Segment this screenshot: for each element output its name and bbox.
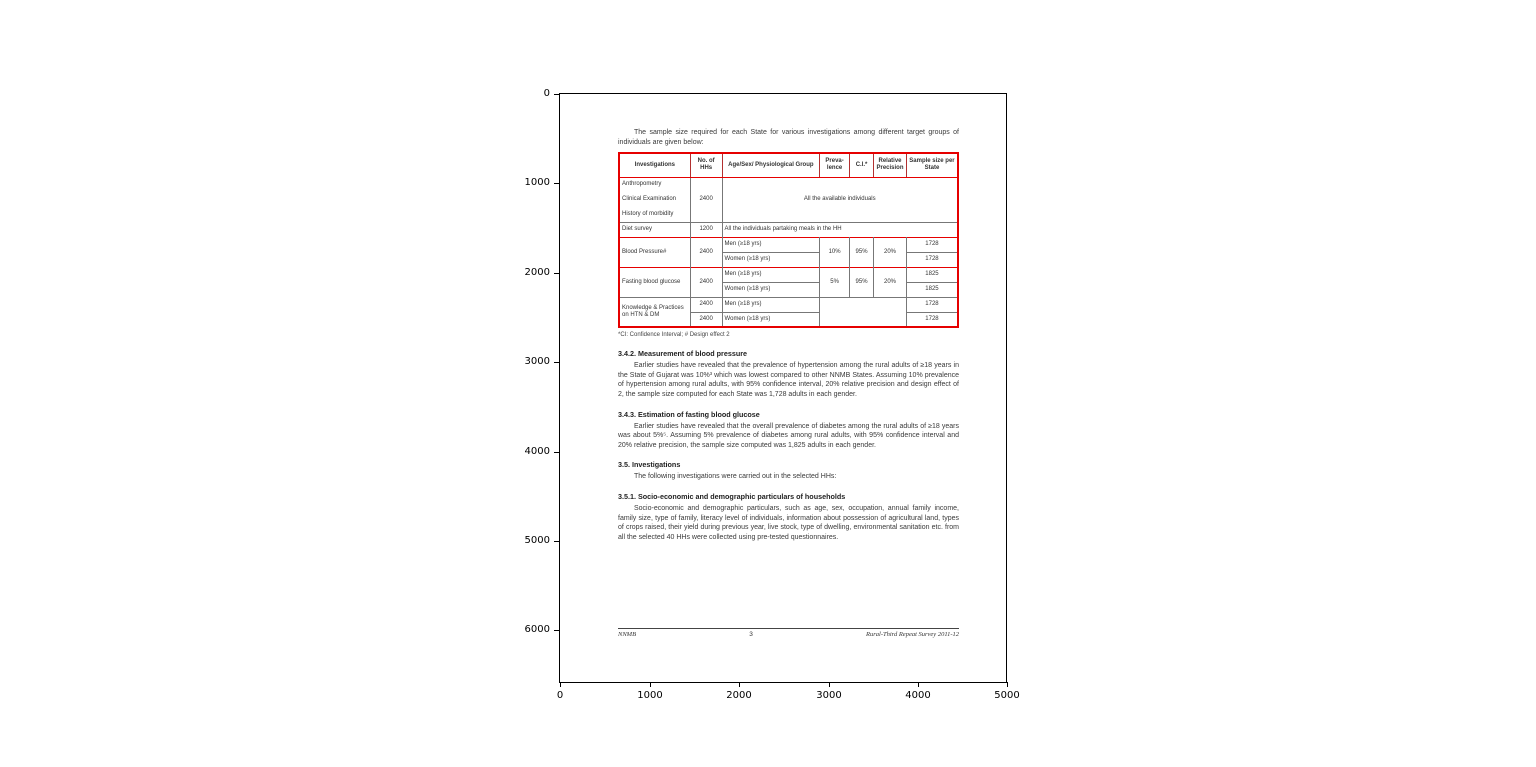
x-axis-tick-label: 1000 xyxy=(637,690,663,701)
section-heading-351: 3.5.1. Socio-economic and demographic particulars of households xyxy=(618,491,846,501)
y-axis-tick-label: 3000 xyxy=(524,356,550,367)
table-cell-investigation: Knowledge & Practices on HTN & DM xyxy=(619,297,690,327)
table-footnote: *CI: Confidence Interval; # Design effect 2 xyxy=(618,332,730,339)
table-cell-sample: 1825 xyxy=(906,282,958,297)
y-tick-mark xyxy=(554,94,559,95)
plot-area xyxy=(524,88,1020,701)
table-cell-group: Women (≥18 yrs) xyxy=(722,282,820,297)
section-paragraph-35: The following investigations were carried out in the selected HHs: xyxy=(634,473,837,481)
table-cell-hhs: 2400 xyxy=(690,312,722,327)
table-cell-group: Men (≥18 yrs) xyxy=(722,237,820,252)
y-tick-mark xyxy=(554,183,559,184)
table-header-precision: Relative Precision xyxy=(874,153,907,177)
table-cell-span: All the available individuals xyxy=(722,177,958,222)
table-cell-empty xyxy=(820,297,907,327)
table-cell-investigation: Diet survey xyxy=(619,222,690,237)
x-axis-tick-label: 2000 xyxy=(726,690,752,701)
document-page xyxy=(618,128,959,644)
footer-page-number: 3 xyxy=(749,631,753,638)
table-header-ci: C.I.* xyxy=(850,153,874,177)
table-cell-sample: 1728 xyxy=(906,297,958,312)
x-tick-mark xyxy=(650,682,651,687)
table-cell-group: Men (≥18 yrs) xyxy=(722,267,820,282)
table-cell-ci: 95% xyxy=(850,237,874,267)
y-axis-tick-label: 6000 xyxy=(524,624,550,635)
y-axis-tick-label: 4000 xyxy=(524,446,550,457)
table-cell-investigation: Fasting blood glucose xyxy=(619,267,690,297)
table-cell-investigation: Clinical Examination xyxy=(619,192,690,207)
x-axis-tick-label: 5000 xyxy=(994,690,1020,701)
section-heading-35: 3.5. Investigations xyxy=(618,460,681,470)
table-cell-investigation: Anthropometry xyxy=(619,177,690,192)
table-cell-empty xyxy=(690,207,722,222)
table-cell-sample: 1728 xyxy=(906,237,958,252)
section-paragraph-343: Earlier studies have revealed that the overall prevalence of diabetes among the rural adults of ≥18 years was about 5%⁵. Assuming 5% prevalence of diabetes among rural adults, with 95% confidence interval and 20% relative precision, the sample size computed was 1,825 adults in each gender. xyxy=(618,422,959,449)
table-cell-precision: 20% xyxy=(874,267,907,297)
y-tick-mark xyxy=(554,273,559,274)
footer-left: NNMB xyxy=(618,631,637,638)
table-cell-hhs: 2400 xyxy=(690,237,722,267)
table-cell-prevalence: 10% xyxy=(820,237,850,267)
table-cell-hhs: 2400 xyxy=(690,297,722,312)
table-cell-group: Men (≥18 yrs) xyxy=(722,297,820,312)
y-tick-mark xyxy=(554,452,559,453)
section-paragraph-342: Earlier studies have revealed that the prevalence of hypertension among the rural adults of ≥18 years in the State of Gujarat was 10%³ which was lowest compared to other NNMB States. Assuming 10% prevalence of hypertension among rural adults, with 95% confidence interval, 20% relative precision and design effect of 2, the sample size computed for each State was 1,728 adults in each gender. xyxy=(618,362,959,398)
x-tick-mark xyxy=(829,682,830,687)
table-cell-group: Women (≥18 yrs) xyxy=(722,252,820,267)
x-axis-tick-label: 4000 xyxy=(905,690,931,701)
section-heading-343: 3.4.3. Estimation of fasting blood glucose xyxy=(618,409,760,419)
table-cell-hhs: 1200 xyxy=(690,222,722,237)
table-cell-hhs: 2400 xyxy=(690,267,722,297)
table-header-group: Age/Sex/ Physiological Group xyxy=(722,153,820,177)
y-axis-tick-label: 0 xyxy=(543,88,550,99)
table-cell-hhs: 2400 xyxy=(690,192,722,207)
table-cell-sample: 1825 xyxy=(906,267,958,282)
y-axis-tick-label: 2000 xyxy=(524,267,550,278)
x-tick-mark xyxy=(1007,682,1008,687)
y-tick-mark xyxy=(554,541,559,542)
x-axis-tick-label: 3000 xyxy=(816,690,842,701)
x-axis-tick-label: 0 xyxy=(556,690,564,701)
table-cell-span: All the individuals partaking meals in the HH xyxy=(722,222,958,237)
sample-size-table xyxy=(618,152,959,328)
table-cell-sample: 1728 xyxy=(906,312,958,327)
table-cell-empty xyxy=(690,177,722,192)
table-cell-group: Women (≥18 yrs) xyxy=(722,312,820,327)
footer-right: Rural-Third Repeat Survey 2011-12 xyxy=(866,631,959,638)
section-heading-342: 3.4.2. Measurement of blood pressure xyxy=(618,349,748,359)
table-header-prevalence: Preva- lence xyxy=(820,153,850,177)
y-tick-mark xyxy=(554,362,559,363)
page-footer xyxy=(618,628,959,638)
table-header-sample: Sample size per State xyxy=(906,153,958,177)
table-cell-prevalence: 5% xyxy=(820,267,850,297)
x-tick-mark xyxy=(918,682,919,687)
table-cell-precision: 20% xyxy=(874,237,907,267)
y-tick-mark xyxy=(554,630,559,631)
section-paragraph-351: Socio-economic and demographic particulars, such as age, sex, occupation, annual family income, family size, type of family, literacy level of individuals, information about possession of agricultural land, types of crops raised, their yield during previous year, live stock, type of dwelling, environmental sanitation etc. from all the selected 40 HHs were collected using pre-tested questionnaires. xyxy=(618,504,959,541)
y-axis-tick-label: 5000 xyxy=(524,535,550,546)
table-cell-ci: 95% xyxy=(850,267,874,297)
table-cell-investigation: Blood Pressure# xyxy=(619,237,690,267)
y-axis-tick-label: 1000 xyxy=(524,177,550,188)
table-header-hhs: No. of HHs xyxy=(690,153,722,177)
x-tick-mark xyxy=(560,682,561,687)
table-cell-investigation: History of morbidity xyxy=(619,207,690,222)
intro-paragraph: The sample size required for each State for various investigations among different target groups of individuals are given below: xyxy=(618,129,959,146)
table-header-investigations: Investigations xyxy=(619,153,690,177)
table-cell-sample: 1728 xyxy=(906,252,958,267)
x-tick-mark xyxy=(739,682,740,687)
